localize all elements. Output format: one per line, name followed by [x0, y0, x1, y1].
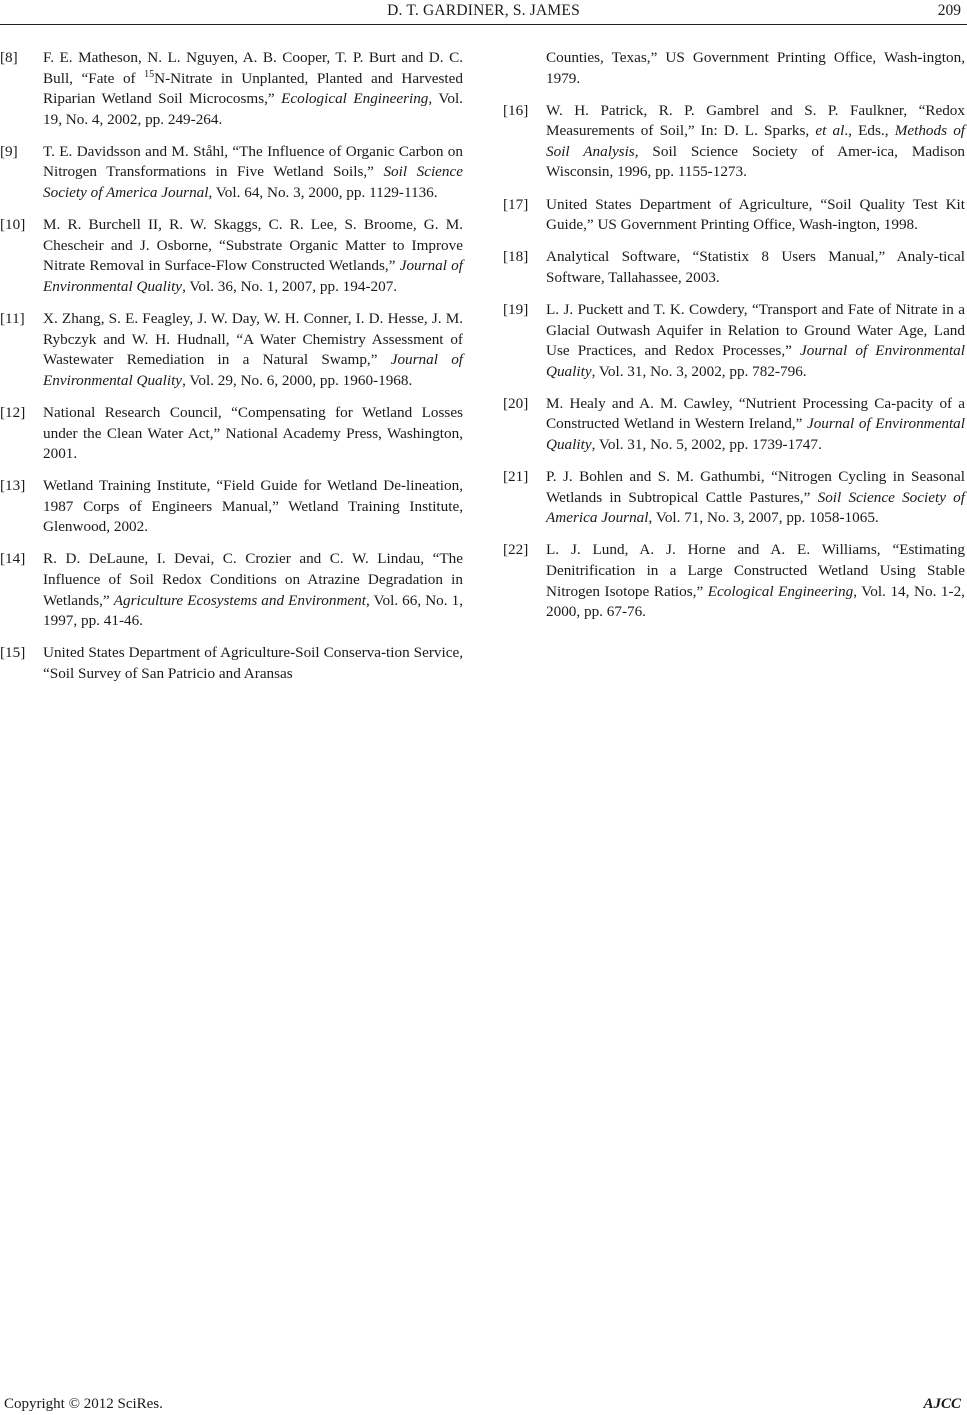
reference-segment: , Vol. 29, No. 6, 2000, pp. 1960-1968. — [182, 371, 413, 389]
reference-italic-segment: Ecological Engineering — [281, 90, 429, 108]
reference-item — [503, 540, 965, 622]
reference-italic-segment: Soil Science Society of America Journal — [546, 488, 965, 527]
reference-segment: R. D. DeLaune, I. Devai, C. Crozier and C. W. Lindau, “The Influence of Soil Redox Conditions on Atrazine Degradation in Wetlands,” — [43, 550, 463, 609]
reference-segment: , Vol. 19, No. 4, 2002, pp. 249-264. — [43, 90, 463, 128]
page-number: 209 — [937, 2, 961, 19]
reference-number: [20] — [503, 394, 529, 412]
reference-segment: United States Department of Agriculture-Soil Conserva-tion Service, “Soil Survey of San Patricio and Aransas — [43, 644, 463, 682]
reference-number: [17] — [503, 195, 529, 213]
reference-item — [0, 215, 463, 297]
reference-text — [43, 644, 463, 682]
reference-number: [8] — [0, 49, 18, 66]
reference-segment: Wetland Training Institute, “Field Guide for Wetland De-lineation, 1987 Corps of Engineers Manual,” Wetland Training Institute, Glenwood, 2002. — [43, 477, 463, 536]
reference-segment: , Vol. 31, No. 5, 2002, pp. 1739-1747. — [591, 436, 822, 453]
reference-italic-segment: Ecological Engineering — [707, 582, 854, 600]
reference-segment: T. E. Davidsson and M. Ståhl, “The Influence of Organic Carbon on Nitrogen Transformations in Five Wetland Soils,” — [43, 142, 463, 181]
reference-item — [0, 48, 463, 130]
reference-item — [0, 549, 463, 631]
reference-text — [546, 301, 965, 380]
reference-item — [0, 309, 463, 391]
reference-segment: , Vol. 14, No. 1-2, 2000, pp. 67-76. — [546, 582, 965, 621]
reference-segment: M. R. Burchell II, R. W. Skaggs, C. R. Lee, S. Broome, G. M. Chescheir and J. Osborne, “Substrate Organic Matter to Improve Nitrate Removal in Surface-Flow Constructed Wetlands,” — [43, 216, 463, 275]
reference-item — [503, 394, 965, 456]
reference-segment: X. Zhang, S. E. Feagley, J. W. Day, W. H. Conner, I. D. Hesse, J. M. Rybczyk and W. H. Hudnall, “A Water Chemistry Assessment of Wastewater Remediation in a Natural Swamp,” — [43, 310, 463, 369]
reference-number: [11] — [0, 310, 25, 328]
reference-item — [0, 643, 463, 684]
reference-number: [16] — [503, 101, 529, 119]
reference-italic-segment: Agriculture Ecosystems and Environment — [113, 591, 366, 609]
reference-italic-segment: Soil Science Society of America Journal — [43, 163, 463, 202]
reference-superscript: 15 — [144, 68, 155, 80]
reference-item — [503, 247, 965, 288]
reference-italic-segment: Journal of Environmental Quality — [43, 257, 463, 295]
reference-text — [546, 248, 965, 286]
reference-item — [503, 300, 965, 382]
reference-segment: P. J. Bohlen and S. M. Gathumbi, “Nitrogen Cycling in Seasonal Wetlands in Subtropical Cattle Pastures,” — [546, 468, 965, 506]
reference-segment: L. J. Lund, A. J. Horne and A. E. Williams, “Estimating Denitrification in a Large Constructed Wetland Using Stable Nitrogen Isotope Ratios,” — [546, 541, 965, 600]
reference-text — [546, 395, 965, 453]
reference-italic-segment: Methods of Soil Analysis — [546, 122, 966, 160]
reference-text — [43, 49, 463, 128]
reference-number: [13] — [0, 477, 26, 495]
reference-text — [43, 477, 463, 535]
reference-text — [43, 404, 463, 462]
reference-text — [43, 216, 463, 295]
reference-text — [546, 541, 965, 620]
reference-text — [43, 310, 463, 389]
reference-italic-segment: Journal of Environmental Quality — [546, 342, 965, 380]
reference-segment: , Vol. 36, No. 1, 2007, pp. 194-207. — [182, 277, 398, 295]
reference-item — [503, 101, 965, 183]
reference-number: [10] — [0, 216, 26, 234]
reference-segment: National Research Council, “Compensating for Wetland Losses under the Clean Water Act,” National Academy Press, Washington, 2001. — [43, 403, 463, 463]
references-left-column — [0, 48, 463, 696]
reference-segment: ., Eds., — [844, 122, 895, 140]
reference-text — [43, 550, 463, 629]
copyright-notice: Copyright © 2012 SciRes. — [4, 1396, 163, 1412]
reference-item — [0, 403, 463, 465]
reference-segment: , Vol. 64, No. 3, 2000, pp. 1129-1136. — [208, 184, 438, 202]
reference-number: [14] — [0, 550, 26, 568]
reference-item — [503, 467, 965, 529]
reference-text — [546, 196, 965, 234]
running-title: D. T. GARDINER, S. JAMES — [387, 2, 580, 19]
reference-segment: Analytical Software, “Statistix 8 Users Manual,” Analy-tical Software, Tallahassee, 2003. — [546, 248, 965, 286]
reference-segment: , Vol. 31, No. 3, 2002, pp. 782-796. — [591, 362, 807, 380]
reference-item — [0, 476, 463, 538]
reference-item — [0, 142, 463, 204]
reference-number: [9] — [0, 142, 18, 160]
journal-abbreviation: AJCC — [923, 1396, 961, 1412]
reference-italic-segment: Journal of Environmental Quality — [43, 351, 464, 389]
reference-number: [22] — [503, 541, 529, 559]
references-right-column — [503, 48, 965, 634]
reference-segment: M. Healy and A. M. Cawley, “Nutrient Processing Ca-pacity of a Constructed Wetland in Western Ireland,” — [546, 394, 965, 433]
page-header — [0, 0, 967, 25]
reference-segment: F. E. Matheson, N. L. Nguyen, A. B. Cooper, T. P. Burt and D. C. Bull, “Fate of — [43, 49, 463, 87]
reference-italic-segment: et al — [815, 122, 845, 140]
reference-number: [15] — [0, 644, 26, 662]
reference-number: [18] — [503, 248, 529, 266]
reference-number: [19] — [503, 300, 529, 318]
reference-segment: N-Nitrate in Unplanted, Planted and Harvested Riparian Wetland Soil Microcosms,” — [43, 69, 463, 108]
reference-segment: W. H. Patrick, R. P. Gambrel and S. P. Faulkner, “Redox Measurements of Soil,” In: D. L. Sparks, — [546, 101, 965, 140]
reference-item — [503, 195, 965, 236]
reference-number: [12] — [0, 403, 26, 421]
reference-italic-segment: Journal of Environmental Quality — [546, 415, 965, 453]
reference-segment: , Soil Science Society of Amer-ica, Madison Wisconsin, 1996, pp. 1155-1273. — [546, 142, 966, 181]
reference-segment: , Vol. 66, No. 1, 1997, pp. 41-46. — [43, 591, 463, 630]
reference-item — [503, 48, 965, 89]
reference-segment: L. J. Puckett and T. K. Cowdery, “Transport and Fate of Nitrate in a Glacial Outwash Aquifer in Relation to Ground Water Age, Land Use Practices, and Redox Processes,” — [546, 300, 965, 360]
reference-text — [546, 102, 965, 181]
reference-text — [546, 49, 965, 87]
reference-segment: United States Department of Agriculture, “Soil Quality Test Kit Guide,” US Government Printing Office, Wash-ington, 1998. — [546, 195, 965, 234]
reference-text — [43, 143, 463, 201]
reference-segment: , Vol. 71, No. 3, 2007, pp. 1058-1065. — [648, 509, 879, 527]
reference-segment: Counties, Texas,” US Government Printing Office, Wash-ington, 1979. — [546, 49, 965, 87]
reference-text — [546, 468, 965, 526]
reference-number: [21] — [503, 468, 529, 486]
